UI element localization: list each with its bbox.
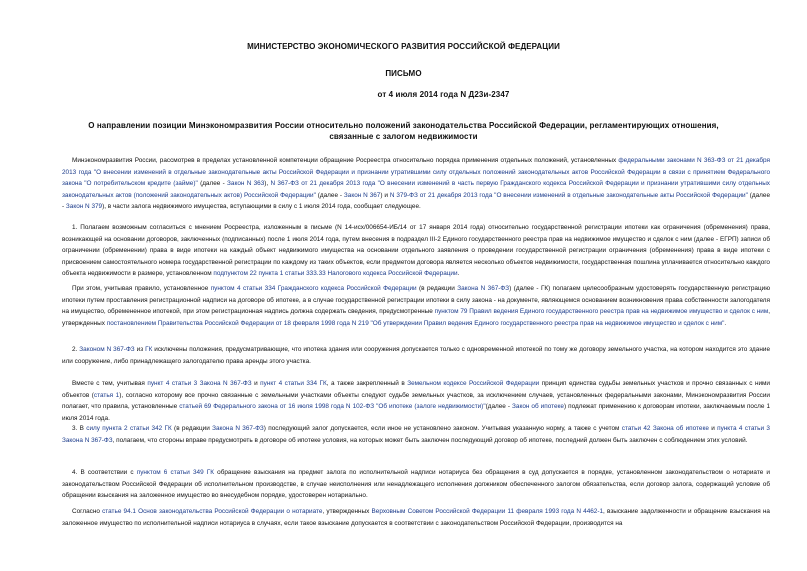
legal-reference-link[interactable]: статье 94.1 Основ законодательства Российской Федерации о нотариате [102,508,323,515]
legal-reference-link[interactable]: пункта 4 статьи 3 Закона N 367-ФЗ [62,425,770,444]
legal-reference-link[interactable]: постановлением Правительства Российской Федерации от 18 февраля 1998 года N 219 "Об утверждении Правил ведения Единого государственного реестра прав на недвижимое имущество и сделок с ним" [106,319,725,327]
paragraph-text: ) (далее - ГК) полагаем целесообразным удостоверять государственную регистрацию ипотеки путем проставления регистрационной надписи на договоре об ипотеке, а в случае государственной регистрации ипотеки в силу закона - на документе, являющемся основанием возникновения права собственности залогодателя на имущество, обремененное ипотекой, при этом регистрационная надпись должна содержать сведения, предусмотренные [62,285,770,316]
paragraph-text: 2. [72,346,80,353]
legal-reference-link[interactable]: федеральными законами N 363-ФЗ от 21 декабря 2013 года "О внесении изменений в отдельные законодательные акты Российской Федерации и признании утратившими силу отдельных положений законодательных актов Российской Федерации в связи с принятием Федерального закона "О потребительском кредите (займе)" [62,157,770,188]
paragraph-text: Минэкономразвития России, рассмотрев в пределах установленной компетенции обращение Росреестра относительно порядка применения отдельных положений, установленных [72,157,619,164]
paragraph-text: обращение взыскания на предмет залога по исполнительной надписи нотариуса без обращения в суд допускается в порядке, установленном законодательством о нотариате и законодательством Российской Федерации об исполнительном производстве, в случае неисполнения или ненадлежащего исполнения должником обеспеченного залогом обязательства, если договор залога, содержащий условие об обращении взыскания на заложенное имущество во внесудебном порядке, удостоверен нотариально. [62,469,770,500]
paragraph-1 [62,222,770,280]
paragraph-text: , утвержденных [322,508,372,515]
paragraph-text: , а также закрепленный в [326,380,408,387]
document-type: ПИСЬМО [385,69,422,78]
paragraph-text: (в редакции [171,425,213,432]
paragraph-text: При этом, учитывая правило, установленное [72,285,211,292]
legal-reference-link[interactable]: ГК [145,346,153,353]
paragraph-text: ), [264,180,271,188]
legal-reference-link[interactable]: Закон N 363 [227,180,265,188]
legal-reference-link[interactable]: N 379-ФЗ от 21 декабря 2013 года "О внесении изменений в отдельные законодательные акты Российской Федерации" [389,191,748,199]
document-subject-line-1: О направлении позиции Минэкономразвития России относительно положений законодательства Российской Федерации, регламентирующих отношения, [88,121,719,130]
paragraph-text: исключены положения, предусматривающие, что ипотека здания или сооружения допускается только с одновременной ипотекой по тому же договору земельного участка, на котором находится это здание или сооружение, либо принадлежащего залогодателю права аренды этого участка. [62,346,770,365]
paragraph-text: , полагаем, что стороны вправе предусмотреть в договоре об ипотеке условия, на которых может быть заключен последующий договор об ипотеке, последний должен быть заключен с соблюдением этих условий. [112,436,748,444]
paragraph-text: (далее - [62,191,771,211]
legal-reference-link[interactable]: Верховным Советом Российской Федерации 11 февраля 1993 года N 4462-1 [371,508,604,515]
paragraph-4-note [62,506,770,529]
legal-reference-link[interactable]: пунктом 79 Правил ведения Единого государственного реестра прав на недвижимое имущество и сделок с ним [434,308,769,316]
paragraph-3 [62,423,770,446]
paragraph-text: . [457,270,460,278]
paragraph-text: ), согласно которому все прочно связанные с земельными участками объекты следуют судьбе земельных участков, за исключением случаев, установленных федеральными законами, Минэкономразвития России полагает, что правила, установленные [62,391,770,411]
legal-reference-link[interactable]: статья 1 [93,391,120,399]
paragraph-text: ) подлежат применению к договорам ипотеки, заключаемым после 1 июля 2014 года. [62,403,771,422]
paragraph-text: Вместе с тем, учитывая [72,380,148,387]
paragraph-text: 3. В [72,425,87,432]
paragraph-text: , взыскание задолженности и обращение взыскания на заложенное имущество по исполнительной надписи нотариуса в случаях, если такое взыскание допускается в соответствии с законодательством Российской Федерации, производится на [62,508,770,527]
legal-reference-link[interactable]: Земельном кодексе Российской Федерации [407,380,540,387]
paragraph-text: из [134,346,146,353]
legal-reference-link[interactable]: Закон N 379 [65,203,103,211]
paragraph-text: (далее - [485,403,513,411]
legal-reference-link[interactable]: N 367-ФЗ от 21 декабря 2013 года "О внесении изменений в часть первую Гражданского кодекса Российской Федерации и признании утратившими силу отдельных законодательных актов (положений законодательных актов) Российской Федерации" [62,180,770,199]
paragraph-text: (в редакции [416,285,458,292]
paragraph-text: , утвержденных [62,308,771,327]
paragraph-text: (далее - [197,180,228,188]
paragraph-2 [62,344,770,367]
legal-reference-link[interactable]: Закон об ипотеке [512,403,564,411]
legal-reference-link[interactable]: пунктом 4 статьи 334 Гражданского кодекса Российской Федерации [210,285,417,292]
document-subject-line-2: связанные с залогом недвижимости [329,132,478,141]
paragraph-text: ), в части залога недвижимого имущества, вступающими в силу с 1 июля 2014 года, сообщает следующее. [102,203,421,211]
paragraph-text: и [708,425,718,432]
document-date-number: от 4 июля 2014 года N Д23и-2347 [377,90,510,99]
paragraph-text: ) последующий залог допускается, если иное не установлено законом. Учитывая указанную норму, а также с учетом [263,425,622,432]
paragraph-text: и [251,380,261,387]
legal-reference-link[interactable]: статьи 42 Закона об ипотеке [621,425,709,432]
legal-reference-link[interactable]: статьей 69 Федерального закона от 16 июля 1998 года N 102-ФЗ "Об ипотеке (залоге недвижимости)" [179,403,486,411]
legal-reference-link[interactable]: подпунктом 22 пункта 1 статьи 333.33 Налогового кодекса Российской Федерации [213,270,458,278]
legal-reference-link[interactable]: пунктом 6 статьи 349 ГК [136,469,214,476]
paragraph-4 [62,467,770,502]
paragraph-text: Согласно [72,508,103,515]
legal-reference-link[interactable]: пункт 4 статьи 334 ГК [260,380,327,387]
paragraph-text: . [724,319,727,327]
paragraph-1-note [62,283,770,329]
paragraph-text: 1. Полагаем возможным согласиться с мнением Росреестра, изложенным в письме (N 14-исх/006654-ИБ/14 от 17 января 2014 года) относительно государственной регистрации ипотеки как ограничения (обременения) права, возникающей на основании договоров, заключенных (подписанных) после 1 июля 2014 года, путем внесения в подраздел III-2 Единого государственного реестра прав на недвижимое имущество и сделок с ним (далее - ЕГРП) записи об ограничении (обременении) права в виде ипотеки на каждый объект недвижимого имущества на основании отдельного заявления о проведении государственной регистрации ограничения (обременения) права в виде ипотеки с присвоением самостоятельного номера государственной регистрации по каждому из таких объектов, если предметом договора является несколько объектов недвижимости, государственная пошлина уплачивается относительно каждого объекта недвижимости в размере, установленном [62,224,770,278]
legal-reference-link[interactable]: Закона N 367-ФЗ [212,425,264,432]
ministry-title: МИНИСТЕРСТВО ЭКОНОМИЧЕСКОГО РАЗВИТИЯ РОССИЙСКОЙ ФЕДЕРАЦИИ [247,42,560,51]
paragraph-text: ) и [380,191,390,199]
legal-reference-link[interactable]: пункт 4 статьи 3 Закона N 367-ФЗ [147,380,252,387]
paragraph-intro [62,155,770,213]
paragraph-2-note [62,378,770,424]
paragraph-text: 4. В соответствии с [72,469,137,476]
paragraph-text: принцип единства судьбы земельных участков и прочно связанных с ними объектов ( [62,380,771,399]
legal-reference-link[interactable]: силу пункта 2 статьи 342 ГК [86,425,172,432]
paragraph-text: (далее - [315,191,344,199]
legal-reference-link[interactable]: Закона N 367-ФЗ [457,285,510,292]
legal-reference-link[interactable]: Законом N 367-ФЗ [79,346,135,353]
legal-reference-link[interactable]: Закон N 367 [343,191,381,199]
